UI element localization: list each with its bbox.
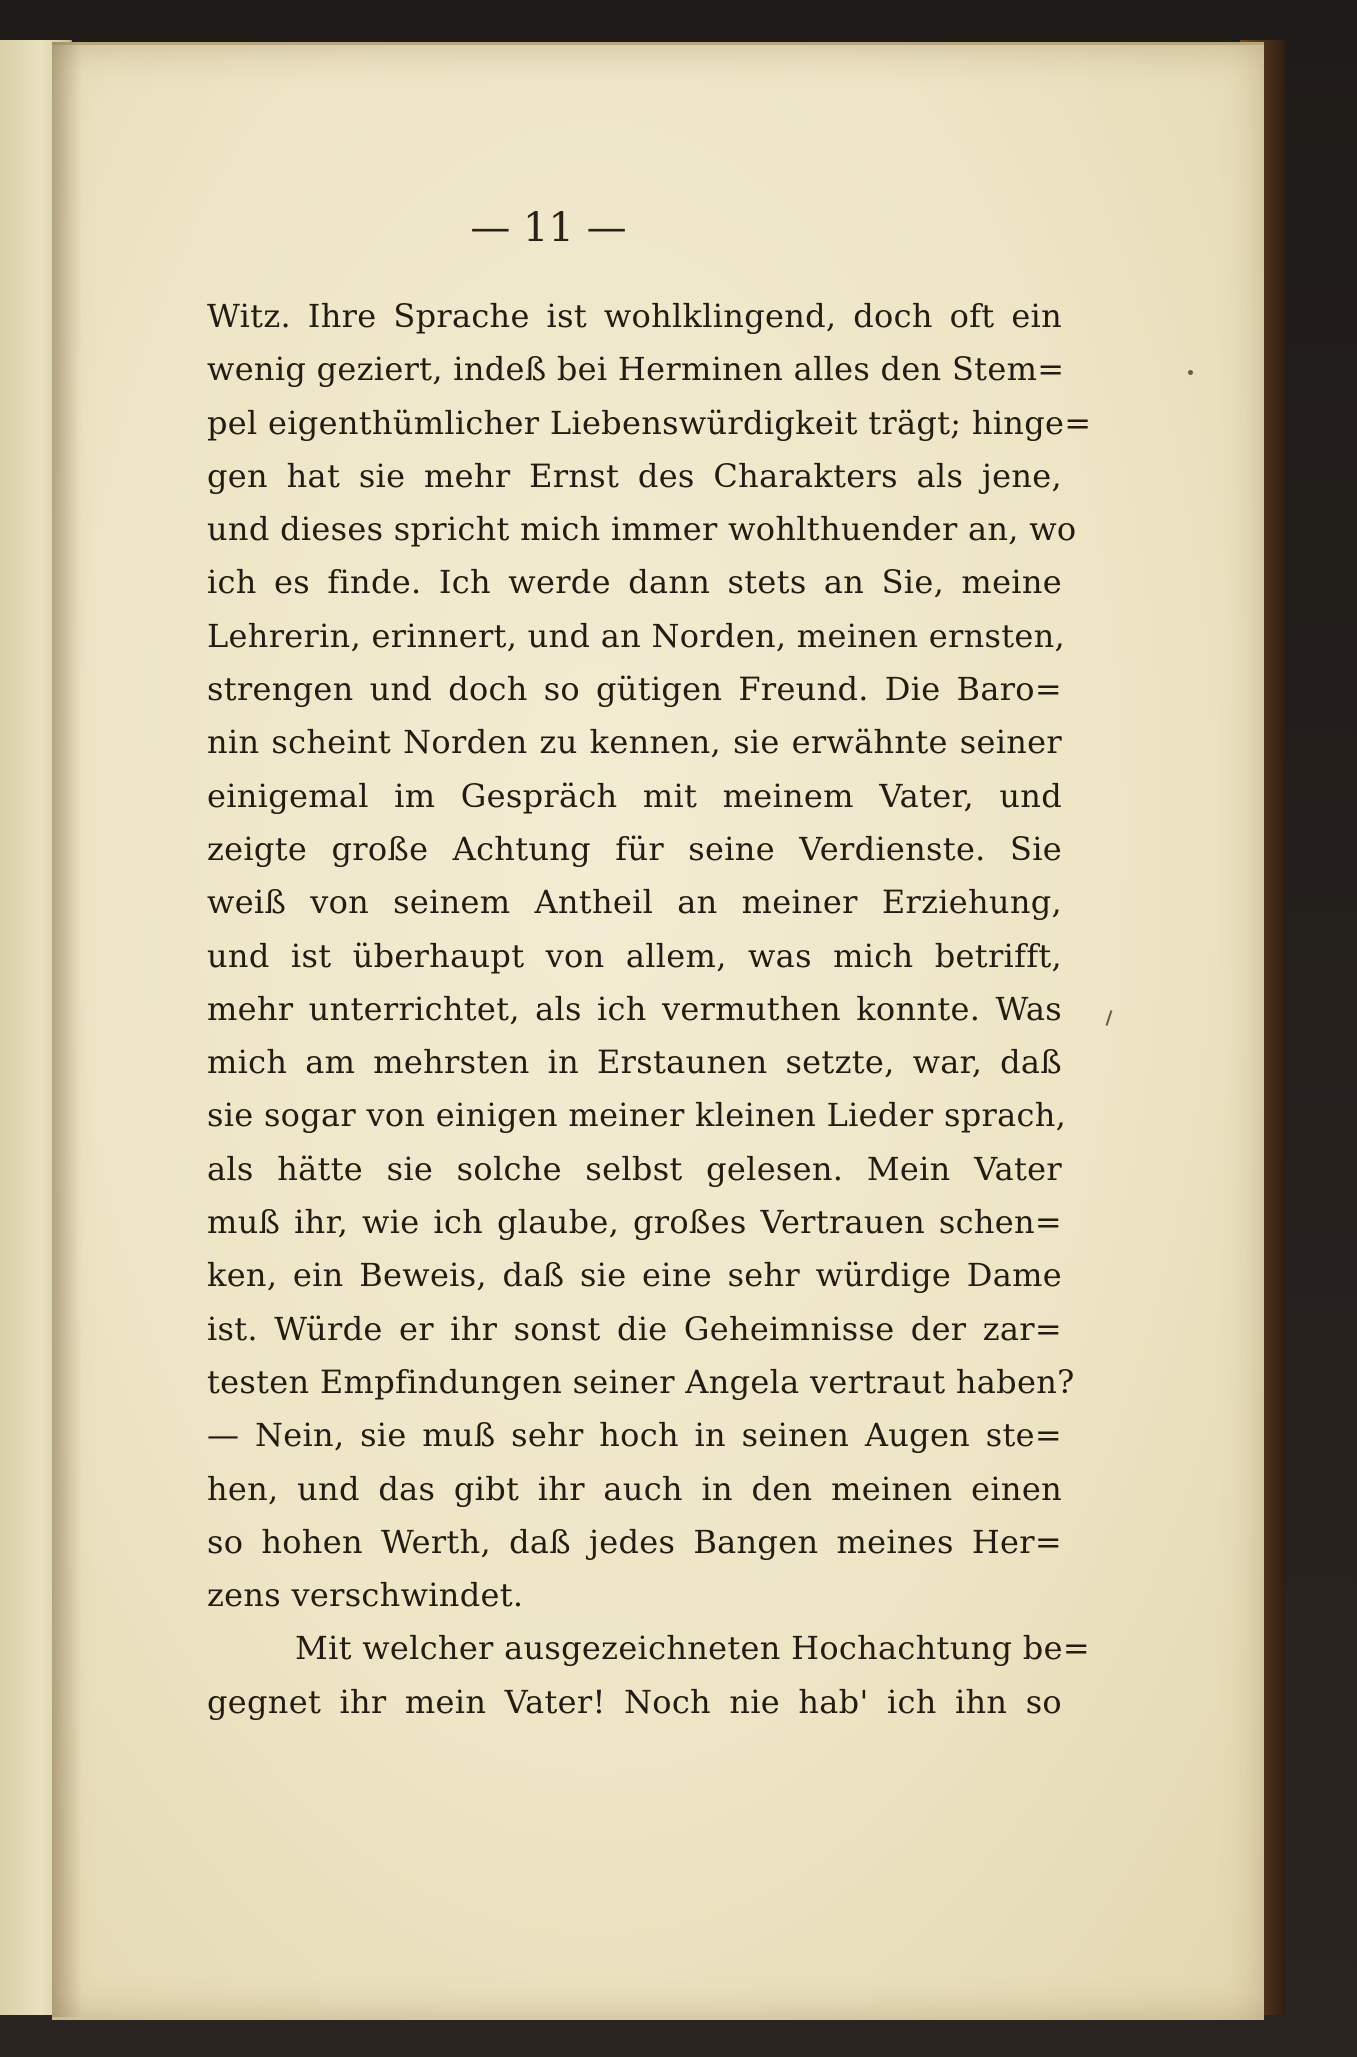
text-line: Lehrerin, erinnert, und an Norden, meinen ernsten, [207, 616, 1065, 655]
text-line: ist. Würde er ihr sonst die Geheimnisse der zar= [207, 1309, 1062, 1348]
text-line: mich am mehrsten in Erstaunen setzte, war, daß [207, 1043, 1062, 1082]
text-line: mehr unterrichtet, als ich vermuthen konnte. Was [207, 989, 1062, 1028]
text-line: sie sogar von einigen meiner kleinen Lieder sprach, [207, 1096, 1067, 1135]
text-line: ich es finde. Ich werde dann stets an Sie, meine [207, 563, 1062, 602]
paragraph-end-line: zens verschwindet. [207, 1576, 524, 1615]
text-line: und ist überhaupt von allem, was mich betrifft, [207, 936, 1062, 975]
text-line: als hätte sie solche selbst gelesen. Mein Vater [207, 1149, 1062, 1188]
text-line: so hohen Werth, daß jedes Bangen meines Her= [207, 1522, 1062, 1561]
page-number-text: — 11 — [470, 205, 627, 251]
paragraph-start-line: Mit welcher ausgezeichneten Hochachtung be= [295, 1629, 1090, 1668]
text-line: hen, und das gibt ihr auch in den meinen einen [207, 1469, 1062, 1508]
text-line: pel eigenthümlicher Liebenswürdigkeit trägt; hinge= [207, 403, 1092, 442]
text-line: muß ihr, wie ich glaube, großes Vertrauen schen= [207, 1203, 1062, 1242]
text-line: und dieses spricht mich immer wohlthuender an, wo [207, 510, 1077, 549]
text-line: einigemal im Gespräch mit meinem Vater, und [207, 776, 1062, 815]
body-text [207, 290, 1092, 1729]
margin-mark [1188, 370, 1193, 375]
page-number [0, 205, 1357, 251]
text-line: gegnet ihr mein Vater! Noch nie hab' ich ihn so [207, 1682, 1062, 1721]
text-line: strengen und doch so gütigen Freund. Die Baro= [207, 670, 1062, 709]
text-line: nin scheint Norden zu kennen, sie erwähnte seiner [207, 723, 1062, 762]
text-line: ken, ein Beweis, daß sie eine sehr würdige Dame [207, 1256, 1062, 1295]
text-line: Witz. Ihre Sprache ist wohlklingend, doch oft ein [207, 297, 1062, 335]
text-line: zeigte große Achtung für seine Verdienste. Sie [207, 829, 1062, 868]
text-line: weiß von seinem Antheil an meiner Erziehung, [207, 883, 1062, 922]
gutter-shadow [52, 42, 82, 2017]
text-line: testen Empfindungen seiner Angela vertraut haben? [207, 1362, 1075, 1401]
text-line: — Nein, sie muß sehr hoch in seinen Augen ste= [207, 1416, 1062, 1455]
text-line: gen hat sie mehr Ernst des Charakters als jene, [207, 456, 1062, 495]
text-line: wenig geziert, indeß bei Herminen alles den Stem= [207, 350, 1065, 389]
